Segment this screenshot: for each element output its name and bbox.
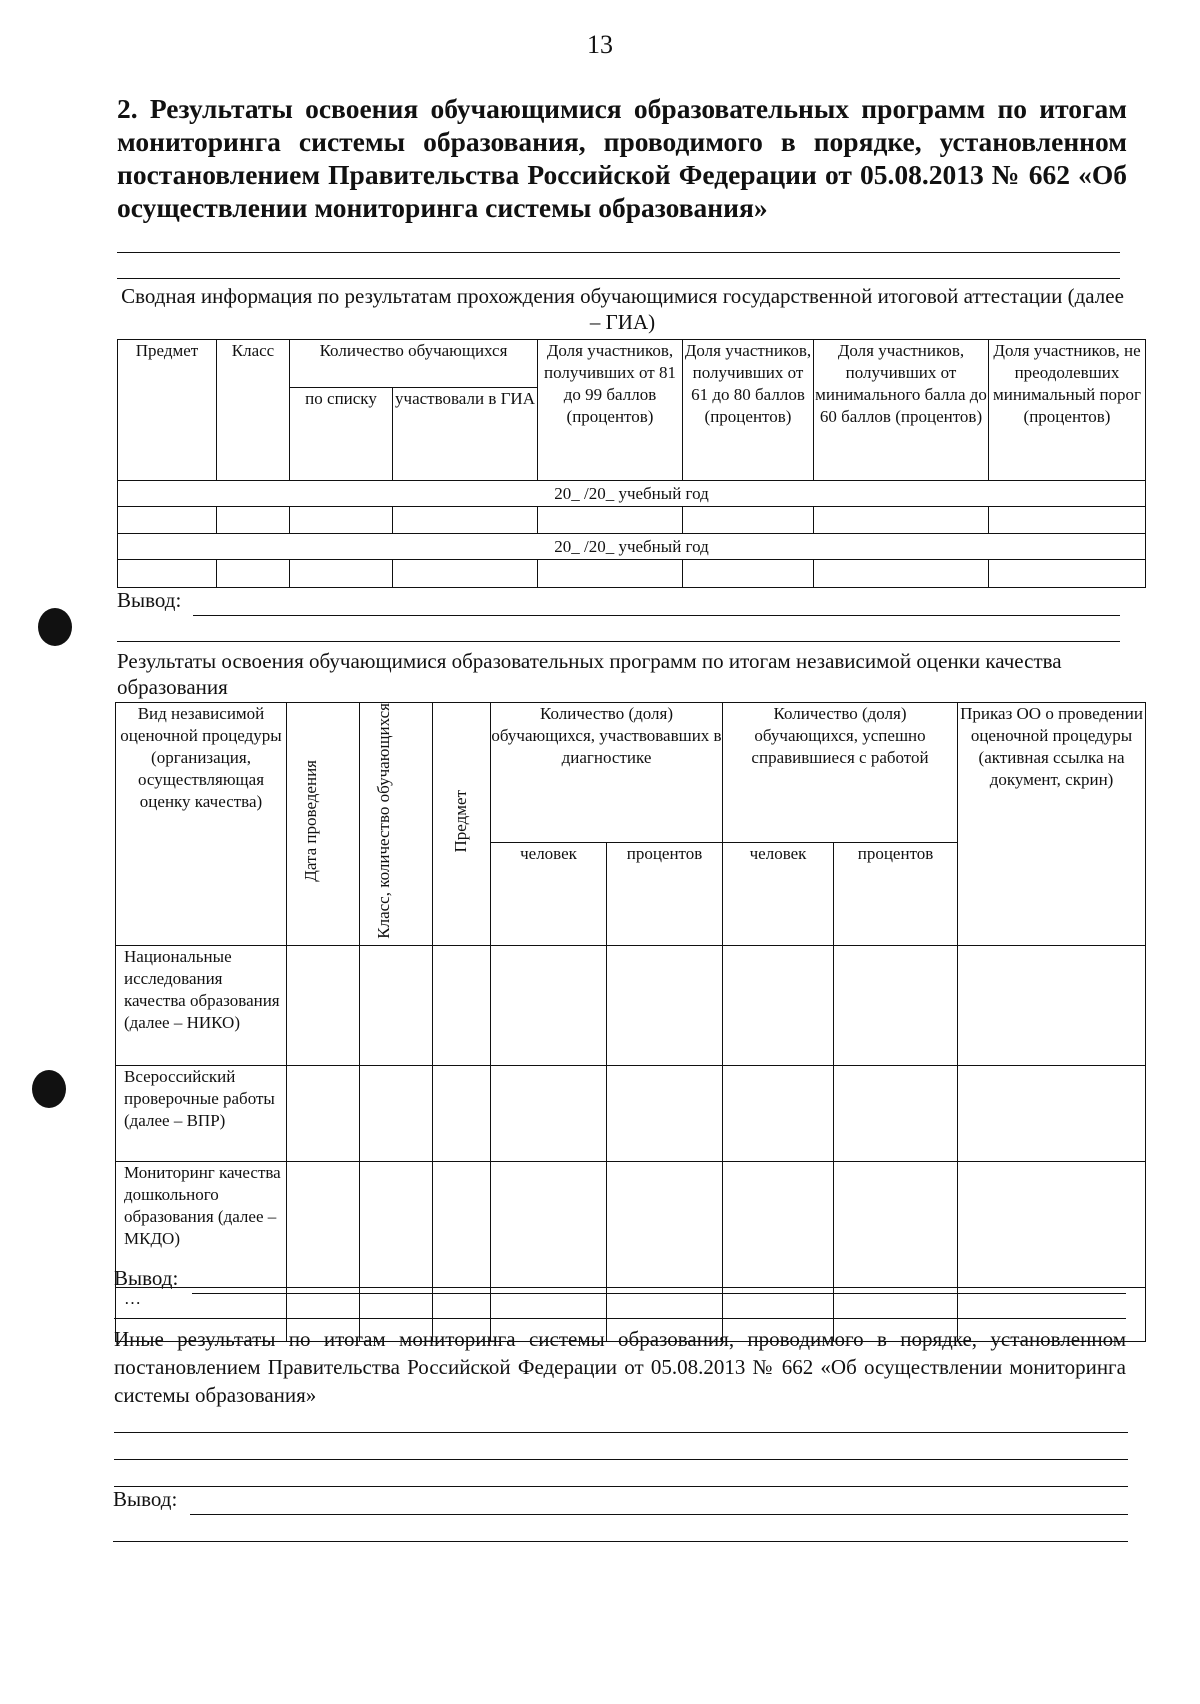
ind-cell[interactable] [607,1161,723,1287]
gia-cell[interactable] [290,560,393,588]
ind-cell[interactable] [723,1161,834,1287]
ind-cell[interactable] [360,945,433,1065]
gia-header-share-81-99: Доля участников, получивших от 81 до 99 баллов (процентов) [538,340,683,481]
gia-conclusion-line-2[interactable] [117,641,1120,642]
gia-header-share-61-80: Доля участников, получивших от 61 до 80 баллов (процентов) [683,340,814,481]
ind-cell[interactable] [287,1161,360,1287]
ind-row-vpr: Всероссийский проверочные работы (далее – ВПР) [116,1065,287,1161]
gia-cell[interactable] [538,507,683,534]
gia-cell[interactable] [393,507,538,534]
other-conclusion-line[interactable] [190,1514,1128,1515]
independent-conclusion-line[interactable] [192,1293,1126,1294]
other-line-3[interactable] [114,1486,1128,1487]
gia-header-participated: участвовали в ГИА [393,388,538,481]
ind-cell[interactable] [607,945,723,1065]
ind-header-grade-count [360,703,433,946]
ind-header-percent: процентов [607,843,723,945]
ind-cell[interactable] [287,1065,360,1161]
ind-cell[interactable] [491,945,607,1065]
heading-rule-2 [117,278,1120,279]
ind-cell[interactable] [958,1065,1146,1161]
punch-hole-top [38,608,72,646]
ind-cell[interactable] [433,945,491,1065]
gia-header-share-fail: Доля участников, не преодолевших минимальный порог (процентов) [989,340,1146,481]
gia-header-by-list: по списку [290,388,393,481]
gia-cell[interactable] [989,560,1146,588]
ind-cell[interactable] [723,945,834,1065]
ind-header-order: Приказ ОО о проведении оценочной процедуры (активная ссылка на документ, скрин) [958,703,1146,946]
ind-header-grade-count-text: Класс, количество обучающихся [374,703,393,939]
ind-row-niko: Национальные исследования качества образования (далее – НИКО) [116,945,287,1065]
gia-cell[interactable] [217,507,290,534]
ind-cell[interactable] [834,1065,958,1161]
ind-cell[interactable] [834,945,958,1065]
independent-caption: Результаты освоения обучающимися образовательных программ по итогам независимой оценки качества образования [117,649,1062,699]
gia-header-share-min-60: Доля участников, получивших от минимального балла до 60 баллов (процентов) [814,340,989,481]
gia-caption: Сводная информация по результатам прохождения обучающимися государственной итоговой аттестации (далее – ГИА) [121,284,1124,334]
gia-cell[interactable] [118,507,217,534]
ind-header-date-text: Дата проведения [301,760,320,882]
other-line-1[interactable] [114,1432,1128,1433]
gia-header-count: Количество обучающихся [290,340,538,388]
gia-cell[interactable] [290,507,393,534]
independent-conclusion-line-2[interactable] [114,1318,1126,1319]
ind-header-percent: процентов [834,843,958,945]
ind-header-success: Количество (доля) обучающихся, успешно справившиеся с работой [723,703,958,843]
page-number: 13 [587,30,613,59]
gia-cell[interactable] [217,560,290,588]
ind-cell[interactable] [491,1161,607,1287]
ind-header-subject-text: Предмет [450,789,470,853]
ind-cell[interactable] [958,1161,1146,1287]
gia-year-row-1: 20_ /20_ учебный год [118,481,1146,507]
other-conclusion-label: Вывод: [113,1487,178,1511]
ind-cell[interactable] [834,1161,958,1287]
gia-conclusion-line[interactable] [193,615,1120,616]
ind-cell[interactable] [958,945,1146,1065]
other-line-2[interactable] [114,1459,1128,1460]
ind-header-people: человек [491,843,607,945]
gia-conclusion-label: Вывод: [117,588,182,612]
gia-header-grade: Класс [217,340,290,481]
gia-cell[interactable] [118,560,217,588]
gia-cell[interactable] [393,560,538,588]
ind-cell[interactable] [607,1065,723,1161]
other-results-text: Иные результаты по итогам мониторинга системы образования, проводимого в порядке, установленном постановлением Правительства Российской Федерации от 05.08.2013 № 662 «Об осуществлении мониторинга системы образования» [114,1327,1126,1407]
gia-header-subject: Предмет [118,340,217,481]
ind-row-mkdo: Мониторинг качества дошкольного образования (далее – МКДО) [116,1161,287,1287]
ind-cell[interactable] [287,945,360,1065]
gia-cell[interactable] [683,560,814,588]
ind-header-people: человек [723,843,834,945]
gia-cell[interactable] [989,507,1146,534]
other-conclusion-line-2[interactable] [113,1541,1128,1542]
gia-cell[interactable] [814,507,989,534]
ind-cell[interactable] [360,1161,433,1287]
independent-table [115,702,1146,1342]
gia-cell[interactable] [814,560,989,588]
section-heading: 2. Результаты освоения обучающимися образовательных программ по итогам мониторинга системы образования, проводимого в порядке, установленном постановлением Правительства Российской Федерации от 05.08.2013 № 662 «Об осуществлении мониторинга системы образования» [117,93,1127,223]
heading-rule-1 [117,252,1120,253]
ind-cell[interactable] [433,1161,491,1287]
ind-cell[interactable] [723,1065,834,1161]
ind-header-subject [433,703,491,946]
ind-header-date [287,703,360,946]
independent-conclusion-label: Вывод: [114,1266,179,1290]
ind-cell[interactable] [360,1065,433,1161]
ind-row-more: … [116,1287,287,1341]
gia-year-row-2: 20_ /20_ учебный год [118,534,1146,560]
gia-cell[interactable] [538,560,683,588]
gia-table [117,339,1146,588]
ind-cell[interactable] [491,1065,607,1161]
ind-header-participated: Количество (доля) обучающихся, участвовавших в диагностике [491,703,723,843]
ind-header-procedure: Вид независимой оценочной процедуры (организация, осуществляющая оценку качества) [116,703,287,946]
ind-cell[interactable] [433,1065,491,1161]
punch-hole-bottom [32,1070,66,1108]
gia-cell[interactable] [683,507,814,534]
